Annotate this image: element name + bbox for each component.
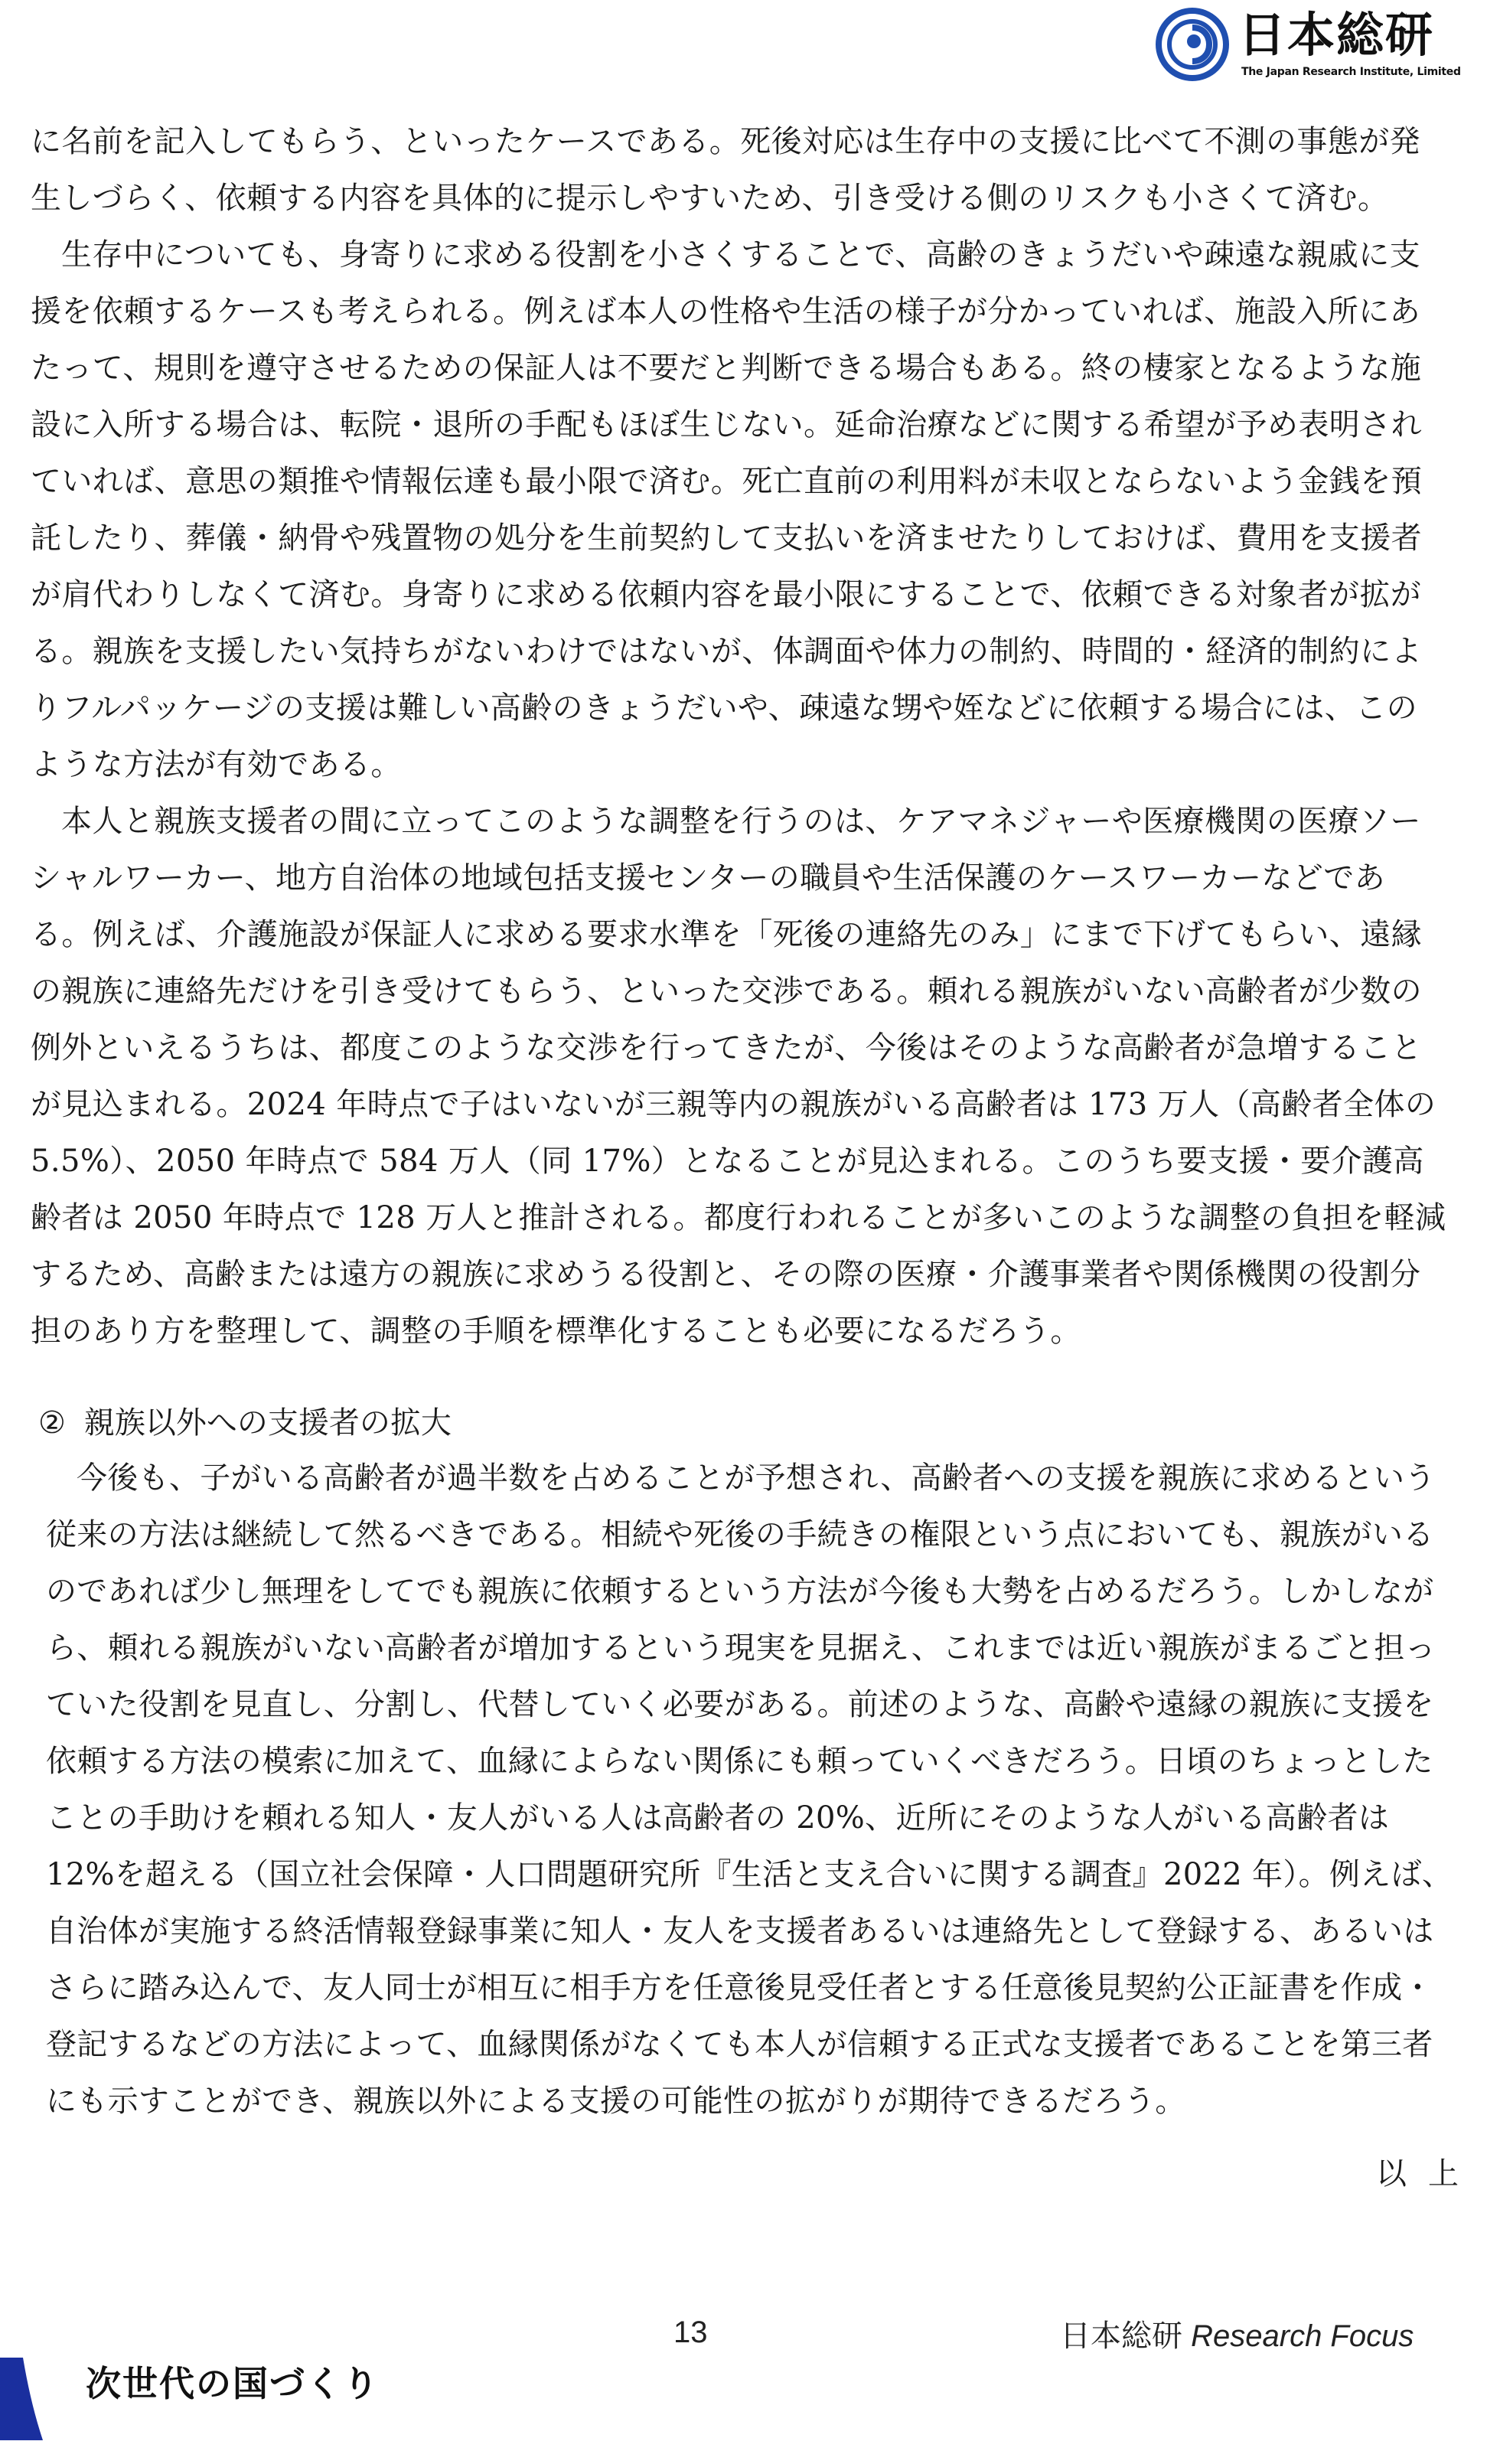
paragraph-2: 生存中についても、身寄りに求める役割を小さくすることで、高齢のきょうだいや疎遠な親戚に支援を依頼するケースも考えられる。例えば本人の性格や生活の様子が分かっていれば、施設入所にあたって、規則を遵守させるための保証人は不要だと判断できる場合もある。終の棲家となるような施設に入所する場合は、転院・退所の手配もほぼ生じない。延命治療などに関する希望が予め表明されていれば、意思の類推や情報伝達も最小限で済む。死亡直前の利用料が未収とならないよう金銭を預託したり、葬儀・納骨や残置物の処分を生前契約して支払いを済ませたりしておけば、費用を支援者が肩代わりしなくて済む。身寄りに求める依頼内容を最小限にすることで、依頼できる対象者が拡がる。親族を支援したい気持ちがないわけではないが、体調面や体力の制約、時間的・経済的制約によりフルパッケージの支援は難しい高齢のきょうだいや、疎遠な甥や姪などに依頼する場合には、このような方法が有効である。: [31, 237, 1422, 782]
section-body: [46, 1450, 1454, 2129]
logo-text: 日本総研: [1238, 7, 1435, 63]
section-paragraph-1: 今後も、子がいる高齢者が過半数を占めることが予想され、高齢者への支援を親族に求めるという従来の方法は継続して然るべきである。相続や死後の手続きの権限という点においても、親族がいるのであれば少し無理をしてでも親族に依頼するという方法が今後も大勢を占めるだろう。しかしながら、頼れる親族がいない高齢者が増加するという現実を見据え、これまでは近い親族がまるごと担っていた役割を見直し、分割し、代替していく必要がある。前述のような、高齢や遠縁の親族に支援を依頼する方法の模索に加えて、血縁によらない関係にも頼っていくべきだろう。日頃のちょっとしたことの手助けを頼れる知人・友人がいる人は高齢者の 20%、近所にそのような人がいる高齢者は 12%を超える（国立社会保障・人口問題研究所『生活と支え合いに関する調査』2022 年）。例えば、自治体が実施する終活情報登録事業に知人・友人を支援者あるいは連絡先として登録する、あるいはさらに踏み込んで、友人同士が相互に相手方を任意後見受任者とする任意後見契約公正証書を作成・登記するなどの方法によって、血縁関係がなくても本人が信頼する正式な支援者であることを第三者にも示すことができ、親族以外による支援の可能性の拡がりが期待できるだろう。: [46, 1460, 1453, 2119]
footer-brand-en: Research Focus: [1191, 2319, 1414, 2353]
company-logo: [1156, 5, 1477, 93]
closing-char-2: 上: [1428, 2156, 1459, 2191]
page-number: 13: [673, 2316, 708, 2349]
paragraph-3: 本人と親族支援者の間に立ってこのような調整を行うのは、ケアマネジャーや医療機関の医療ソーシャルワーカー、地方自治体の地域包括支援センターの職員や生活保護のケースワーカーなどである。例えば、介護施設が保証人に求める要求水準を「死後の連絡先のみ」にまで下げてもらい、遠縁の親族に連絡先だけを引き受けてもらう、といった交渉である。頼れる親族がいない高齢者が少数の例外といえるうちは、都度このような交渉を行ってきたが、今後はそのような高齢者が急増することが見込まれる。2024 年時点で子はいないが三親等内の親族がいる高齢者は 173 万人（高齢者全体の 5.5%）、2050 年時点で 584 万人（同 17%）となることが見込まれる。このうち要支援・要介護高齢者は 2050 年時点で 128 万人と推計される。都度行われることが多いこのような調整の負担を軽減するため、高齢または遠方の親族に求めうる役割と、その際の医療・介護事業者や関係機関の役割分担のあり方を整理して、調整の手順を標準化することも必要になるだろう。: [31, 804, 1446, 1349]
jri-logo-icon: [1156, 8, 1229, 81]
closing-char-1: 以: [1376, 2156, 1407, 2191]
footer-accent-shape: [0, 2342, 46, 2442]
logo-subtext: The Japan Research Institute, Limited: [1241, 66, 1461, 78]
footer-brand: [1060, 2312, 1414, 2355]
closing-mark: [1355, 2151, 1459, 2197]
section-title: 親族以外への支援者の拡大: [83, 1405, 452, 1441]
main-body: [31, 113, 1446, 1359]
series-title: 次世代の国づくり: [86, 2363, 380, 2404]
section-number: ②: [38, 1405, 66, 1441]
footer-brand-jp: 日本総研: [1060, 2319, 1182, 2354]
paragraph-1: に名前を記入してもらう、といったケースである。死後対応は生存中の支援に比べて不測の事態が発生しづらく、依頼する内容を具体的に提示しやすいため、引き受ける側のリスクも小さくて済む。: [31, 124, 1420, 216]
section-heading: [38, 1395, 452, 1451]
